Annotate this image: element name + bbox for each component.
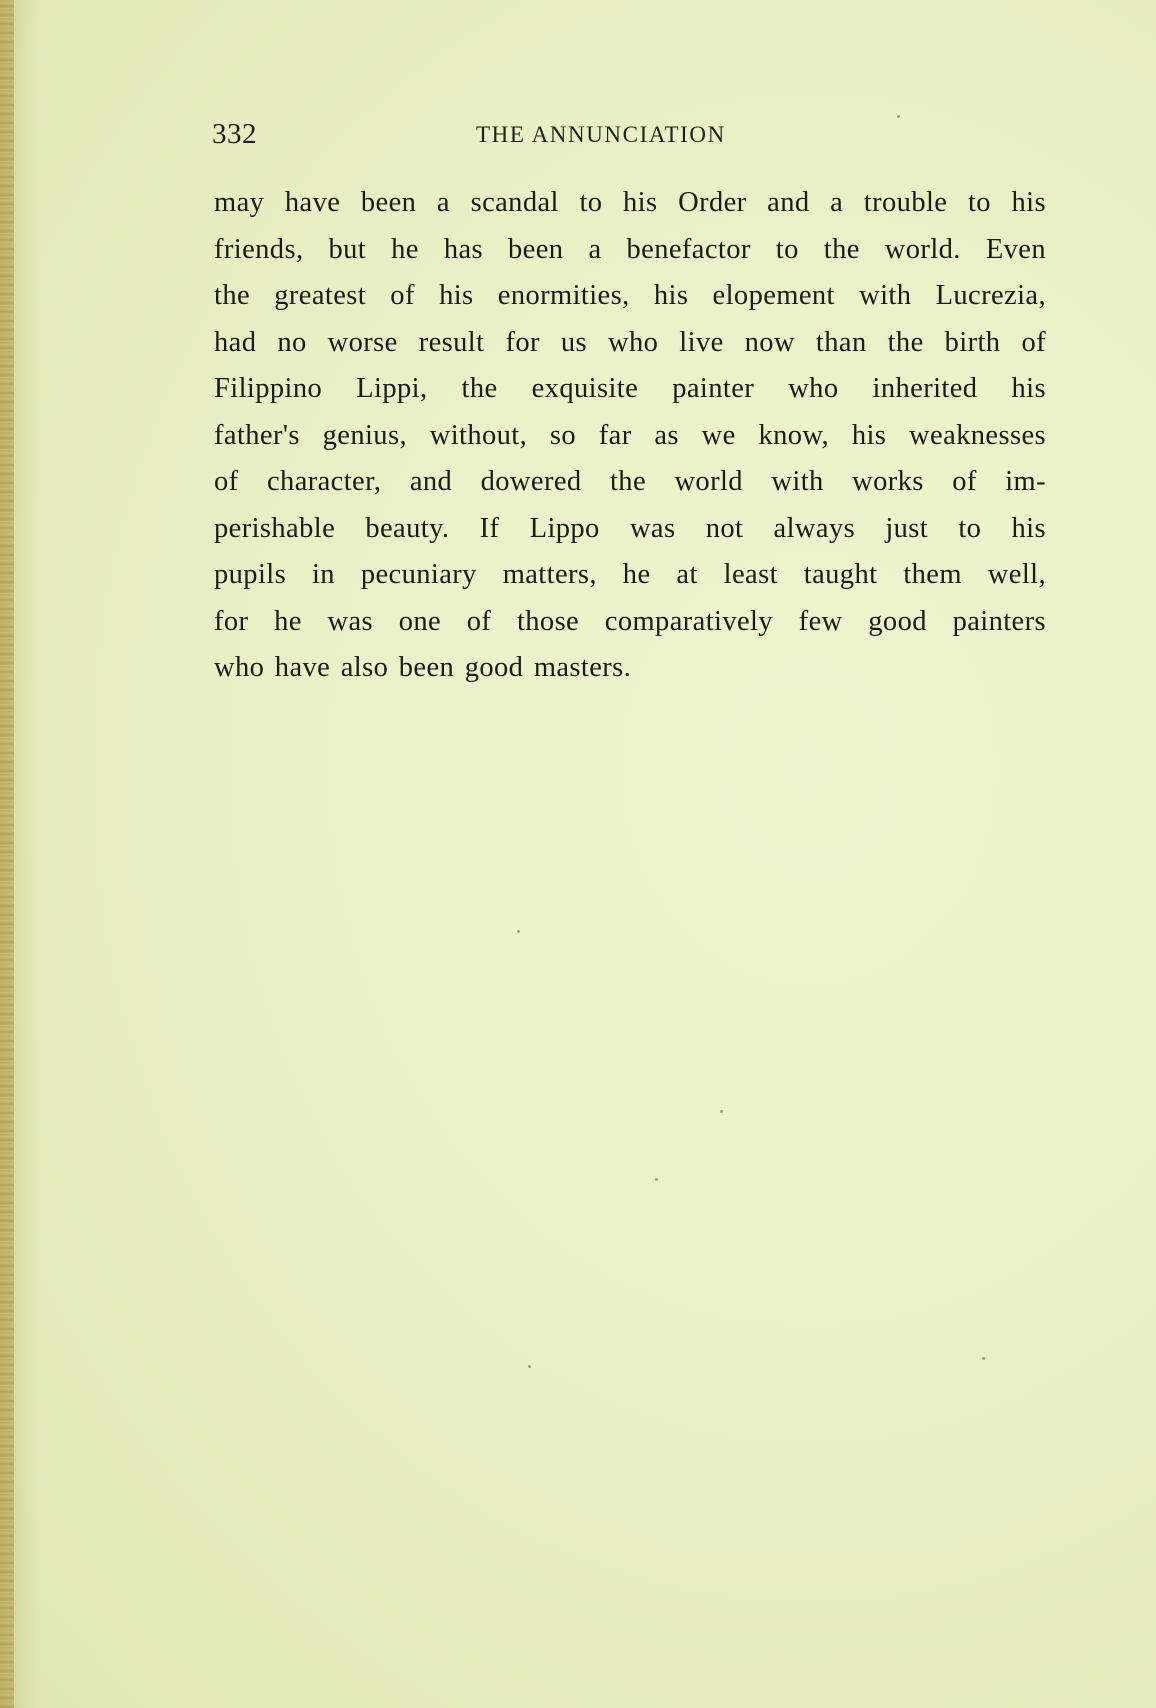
text-line: who have also been good masters. [214, 652, 632, 683]
body-paragraph [214, 180, 1046, 692]
text-line: Filippino Lippi, the exquisite painter who inherited his [214, 373, 1046, 404]
paper-speck [655, 1178, 658, 1181]
text-line: father's genius, without, so far as we know, his weaknesses [214, 419, 1046, 451]
text-line: for he was one of those comparatively few good painters [214, 605, 1046, 637]
page-header [212, 118, 1042, 158]
text-line: of character, and dowered the world with works of im- [214, 466, 1046, 497]
paper-speck [897, 115, 900, 118]
text-line: friends, but he has been a benefactor to the world. Even [214, 233, 1046, 265]
paper-speck [528, 1365, 531, 1368]
text-line: perishable beauty. If Lippo was not always just to his [214, 512, 1046, 544]
text-line: the greatest of his enormities, his elopement with Lucrezia, [214, 280, 1046, 311]
paper-speck [982, 1357, 985, 1360]
paper-speck [517, 930, 520, 933]
paper-speck [720, 1110, 723, 1113]
text-line: had no worse result for us who live now than the birth of [214, 326, 1046, 358]
book-spine-edge [0, 0, 14, 1708]
text-line: may have been a scandal to his Order and a trouble to his [214, 187, 1046, 218]
text-line: pupils in pecuniary matters, he at least taught them well, [214, 559, 1046, 590]
page-number: 332 [212, 118, 257, 150]
running-head: THE ANNUNCIATION [476, 122, 726, 147]
